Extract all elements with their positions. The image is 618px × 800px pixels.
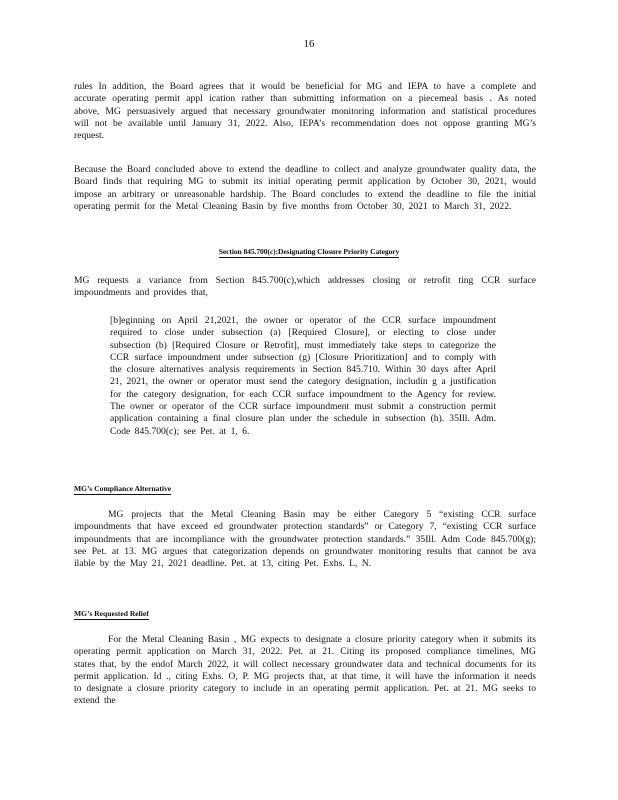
paragraph-metal-cleaning-basin: For the Metal Cleaning Basin , MG expects to designate a closure priority category when it submits its operating permit application on March 31, 2022. Pet. at 21. Citing its proposed compliance timelines, MG states that, by the endof March 2022, it will collect necessary groundwater data and technical documents for its permit application. Id ., citing Exhs. O, P. MG projects that, at that time, it will have the information it needs to designate a closure priority category to include in an operating permit application. Pet. at 21. MG seeks to extend the xyxy=(74,634,536,707)
block-quote: [b]eginning on April 21,2021, the owner or operator of the CCR surface impoundment required to close under subsection (a) [Required Closure], or electing to close under subsection (b) [Required Closure or Retrofit], must immediately take steps to categorize the CCR surface impoundment under subsection (g) [Closure Prioritization] and to comply with the closure alternatives analysis requirements in Section 845.710. Within 30 days after April 21, 2021, the owner or operator must send the category designation, includin g a justification for the category designation, for each CCR surface impoundment to the Agency for review. The owner or operator of the CCR surface impoundment must submit a construction permit application containing a final closure plan under the schedule in subsection (h). 35Ill. Adm. Code 845.700(c); see Pet. at 1, 6. xyxy=(110,315,496,437)
page-number: 16 xyxy=(303,38,315,50)
paragraph-variance-request: MG requests a variance from Section 845.700(c),which addresses closing or retrofit ting CCR surface impoundments and provides that, xyxy=(74,275,536,299)
paragraph-rules: rules In addition, the Board agrees that it would be beneficial for MG and IEPA to have a complete and accurate operating permit appl ication rather than submitting information on a piecemeal basis . As noted above, MG persuasively argued that necessary groundwater monitoring information and statistical procedures will not be available until January 31, 2022. Also, IEPA’s recommendation does not oppose granting MG’s request. xyxy=(74,81,536,142)
compliance-heading-text: MG’s Compliance Alternative xyxy=(74,484,172,493)
relief-heading xyxy=(74,609,149,620)
relief-heading-text: MG’s Requested Relief xyxy=(74,609,149,618)
section-heading-text: Section 845.700(c):Designating Closure Priority Category xyxy=(218,247,400,256)
compliance-heading xyxy=(74,484,171,495)
section-heading xyxy=(0,247,618,258)
paragraph-mg-projects: MG projects that the Metal Cleaning Basin may be either Category 5 “existing CCR surface impoundments that have exceed ed groundwater protection standards” or Category 7, “existing CCR surface impoundments that are incompliance with the groundwater protection standards.” 35Ill. Adm Code 845.700(g); see Pet. at 13. MG argues that categorization depends on groundwater monitoring results that cannot be ava ilable by the May 21, 2021 deadline. Pet. at 13, citing Pet. Exhs. L, N. xyxy=(74,509,536,570)
paragraph-board-concluded: Because the Board concluded above to extend the deadline to collect and analyze groundwater quality data, the Board finds that requiring MG to submit its initial operating permit application by October 30, 2021, would impose an arbitrary or unreasonable hardship. The Board concludes to extend the deadline to file the initial operating permit for the Metal Cleaning Basin by five months from October 30, 2021 to March 31, 2022. xyxy=(74,164,536,212)
